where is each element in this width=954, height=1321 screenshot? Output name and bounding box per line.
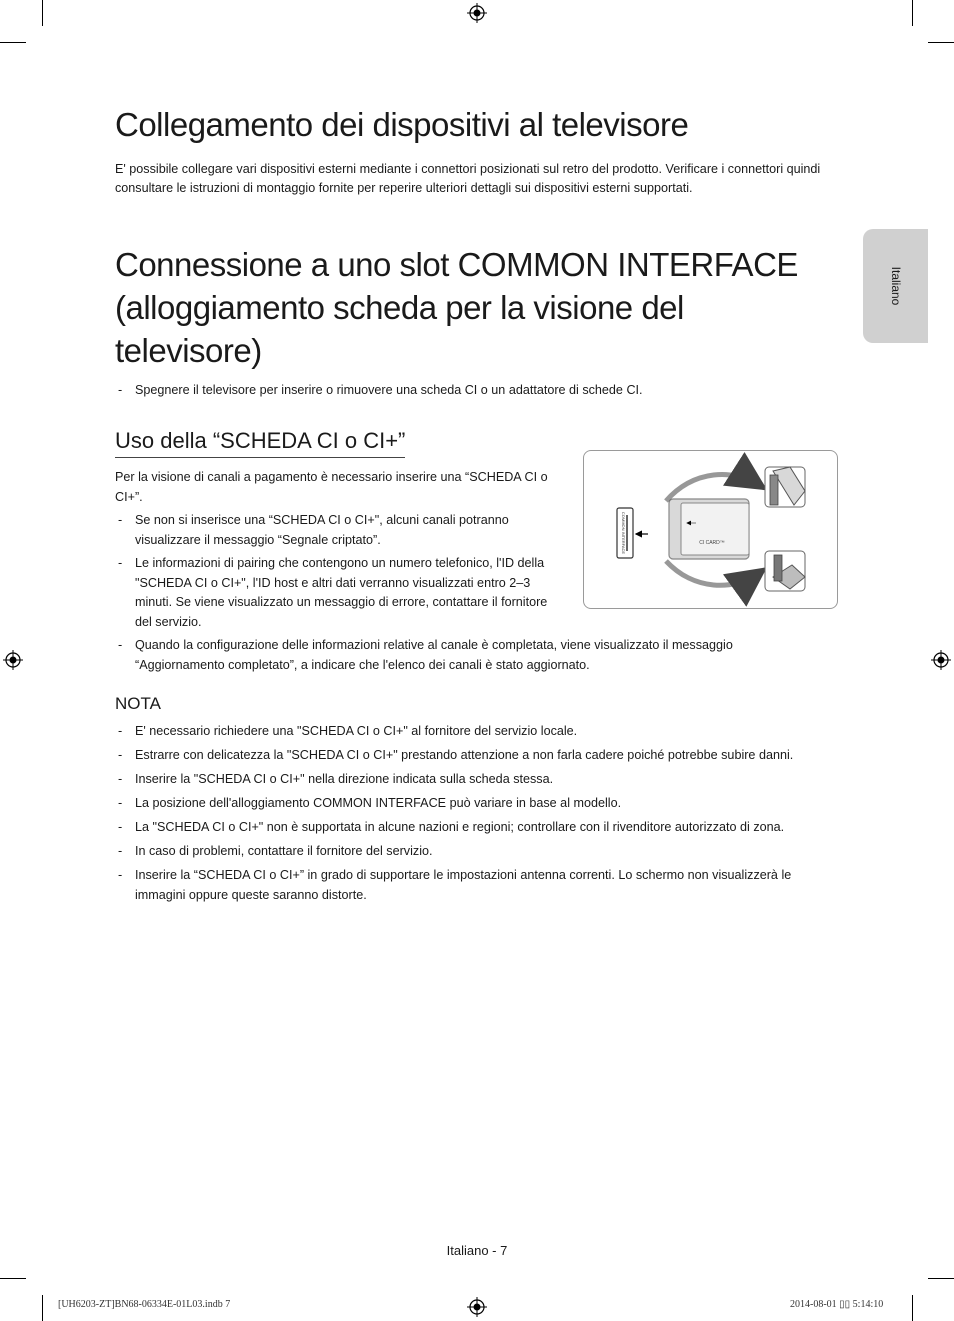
nota-list [115, 722, 840, 905]
crop-mark [912, 0, 913, 26]
registration-mark-icon [3, 650, 23, 670]
ci-card-illustration [583, 450, 838, 609]
list-item: - Inserire la “SCHEDA CI o CI+” in grado di supportare le impostazioni antenna correnti. Lo schermo non visualizzerà le immagini oppure queste saranno distorte. [115, 866, 840, 905]
list-item: - Inserire la "SCHEDA CI o CI+" nella direzione indicata sulla scheda stessa. [115, 770, 840, 790]
crop-mark [42, 1295, 43, 1321]
list-item: - Le informazioni di pairing che contengono un numero telefonico, l'ID della "SCHEDA CI o CI+", l'ID host e altri dati verranno visualizzati entro 2–3 minuti. Se viene visualizzato un messaggio di errore, contattare il fornitore del servizio. [115, 554, 565, 632]
list-item: - Se non si inserisce una “SCHEDA CI o CI+", alcuni canali potranno visualizzare il messaggio “Segnale criptato”. [115, 511, 565, 550]
section-title: Connessione a uno slot COMMON INTERFACE (alloggiamento scheda per la visione del televisore) [115, 246, 798, 369]
page-title: Collegamento dei dispositivi al televisore [115, 106, 689, 143]
list-item: - La "SCHEDA CI o CI+" non è supportata in alcune nazioni e regioni; controllare con il rivenditore autorizzato di zona. [115, 818, 840, 838]
crop-mark [928, 42, 954, 43]
rotate-arrow-bottom [666, 561, 759, 585]
rotate-arrow-top [666, 474, 759, 501]
page-number: Italiano - 7 [446, 1243, 508, 1258]
subsection-bullet-list-wide [115, 636, 815, 675]
card-label: CI CARD™ [699, 540, 725, 546]
footer-file: [UH6203-ZT]BN68-06334E-01L03.indb 7 [58, 1299, 231, 1310]
list-item: - Quando la configurazione delle informazioni relative al canale è completata, viene visualizzato il messaggio “Aggiornamento completato”, a indicare che l'elenco dei canali è stato aggiornato. [115, 636, 815, 675]
subsection-intro: Per la visione di canali a pagamento è necessario inserire una “SCHEDA CI o CI+”. [115, 470, 548, 504]
list-item: - Estrarre con delicatezza la "SCHEDA CI o CI+" prestando attenzione a non farla cadere poiché potrebbe subire danni. [115, 746, 840, 766]
language-tab [863, 229, 928, 343]
registration-mark-icon [467, 3, 487, 23]
nota-title: NOTA [115, 694, 161, 713]
subsection-bullet-list [115, 511, 565, 632]
crop-mark [912, 1295, 913, 1321]
slot-label: COMMON INTERFACE [621, 511, 626, 555]
intro-paragraph: E' possibile collegare vari dispositivi esterni mediante i connettori posizionati sul retro del prodotto. Verificare i connettori quindi consultare le istruzioni di montaggio fornite per reperire ulteriori dettagli sui dispositivi esterni supportati. [115, 162, 821, 195]
list-item: - La posizione dell'alloggiamento COMMON INTERFACE può variare in base al modello. [115, 794, 840, 814]
section-bullet-list [115, 381, 845, 401]
crop-mark [0, 1278, 26, 1279]
ci-card-diagram [584, 451, 837, 608]
crop-mark [42, 0, 43, 26]
footer-date: 2014-08-01 ▯▯ 5:14:10 [790, 1299, 884, 1310]
list-item: - In caso di problemi, contattare il fornitore del servizio. [115, 842, 840, 862]
language-tab-label: Italiano [888, 266, 903, 306]
registration-mark-icon [467, 1297, 487, 1317]
list-item: - E' necessario richiedere una "SCHEDA CI o CI+" al fornitore del servizio locale. [115, 722, 840, 742]
crop-mark [928, 1278, 954, 1279]
subsection-title: Uso della “SCHEDA CI o CI+” [115, 428, 405, 458]
crop-mark [0, 42, 26, 43]
registration-mark-icon [931, 650, 951, 670]
list-item: - Spegnere il televisore per inserire o rimuovere una scheda CI o un adattatore di schede CI. [115, 381, 845, 401]
